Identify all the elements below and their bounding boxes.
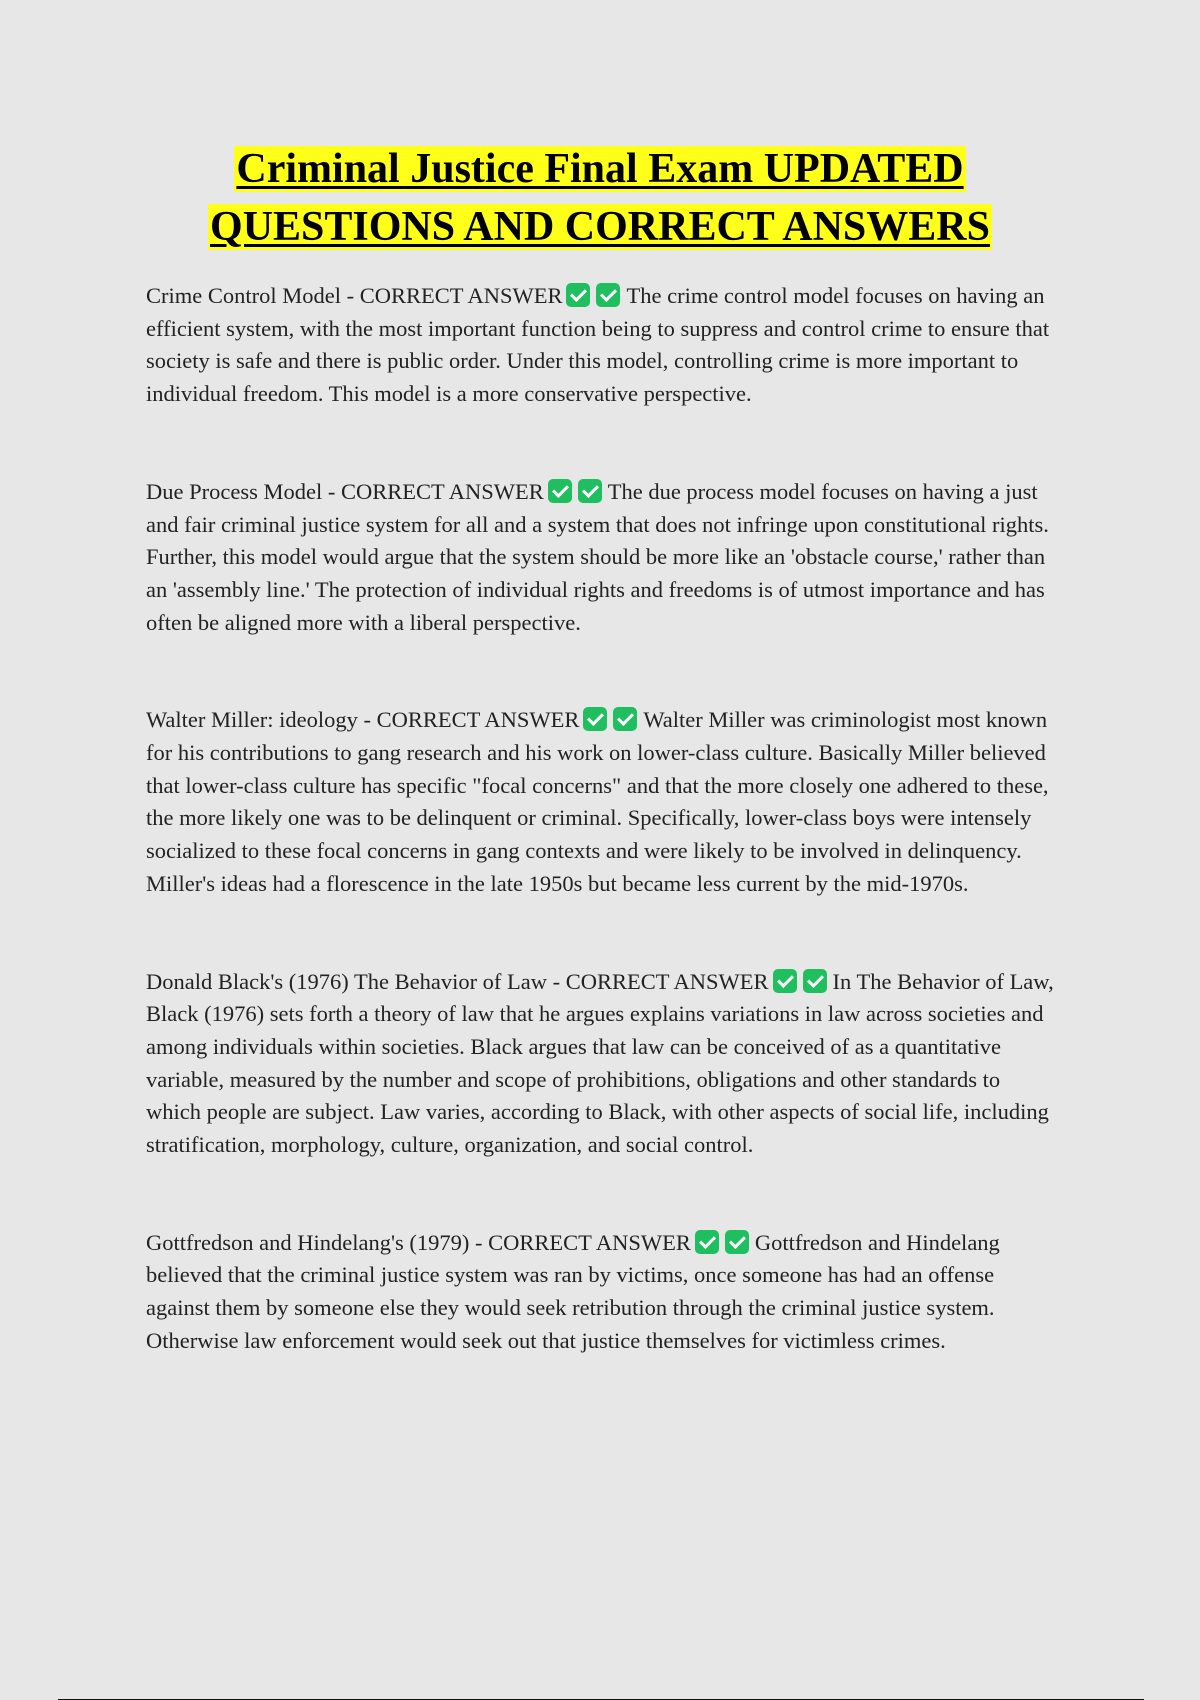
check-mark-box-icon	[596, 283, 620, 307]
qa-entry-donald-black	[146, 966, 1056, 1162]
entry-answer: The due process model focuses on having a just and fair criminal justice system for all and a system that does not infringe upon constitutional rights. Further, this model would argue that the system should be more like an 'obstacle course,' rather than an 'assembly line.' The protection of individual rights and freedoms is of utmost importance and has often be aligned more with a liberal perspective.	[146, 478, 1049, 635]
title-line-2: QUESTIONS AND CORRECT ANSWERS	[210, 204, 990, 250]
entry-term: Due Process Model - CORRECT ANSWER	[146, 478, 544, 504]
qa-entry-walter-miller	[146, 704, 1056, 900]
qa-entry-due-process-model	[146, 476, 1056, 640]
check-mark-box-icon	[613, 707, 637, 731]
page-title	[100, 140, 1100, 256]
title-line-1: Criminal Justice Final Exam UPDATED	[236, 146, 964, 192]
check-mark-box-icon	[583, 707, 607, 731]
check-mark-box-icon	[566, 283, 590, 307]
entry-term: Gottfredson and Hindelang's (1979) - CORRECT ANSWER	[146, 1229, 691, 1255]
entry-term: Crime Control Model - CORRECT ANSWER	[146, 283, 563, 308]
entry-answer: Walter Miller was criminologist most known for his contributions to gang research and his work on lower-class culture. Basically Miller believed that lower-class culture has specific "focal concerns" and that the more closely one adhered to these, the more likely one was to be delinquent or criminal. Specifically, lower-class boys were intensely socialized to these focal concerns in gang contexts and were likely to be involved in delinquency. Miller's ideas had a florescence in the late 1950s but became less current by the mid-1970s.	[146, 707, 1049, 896]
check-mark-box-icon	[695, 1230, 719, 1254]
entry-answer: The crime control model focuses on having an efficient system, with the most important function being to suppress and control crime to ensure that society is safe and there is public order. Under this model, controlling crime is more important to individual freedom. This model is a more conservative perspective.	[146, 283, 1050, 407]
entry-answer: In The Behavior of Law, Black (1976) sets forth a theory of law that he argues explains variations in law across societies and among individuals within societies. Black argues that law can be conceived of as a quantitative variable, measured by the number and scope of prohibitions, obligations and other standards to which people are subject. Law varies, according to Black, with other aspects of social life, including stratification, morphology, culture, organization, and social control.	[146, 968, 1054, 1158]
entry-term: Donald Black's (1976) The Behavior of Law - CORRECT ANSWER	[146, 968, 769, 994]
entry-answer: Gottfredson and Hindelang believed that the criminal justice system was ran by victims, once someone has had an offense against them by someone else they would seek retribution through the criminal justice system. Otherwise law enforcement would seek out that justice themselves for victimless crimes.	[146, 1229, 1000, 1353]
qa-entry-gottfredson-hindelang	[146, 1227, 1056, 1358]
entry-term: Walter Miller: ideology - CORRECT ANSWER	[146, 707, 580, 733]
check-mark-box-icon	[548, 479, 572, 503]
check-mark-box-icon	[773, 969, 797, 993]
check-mark-box-icon	[803, 969, 827, 993]
check-mark-box-icon	[725, 1230, 749, 1254]
question-answer-list	[146, 280, 1056, 1358]
qa-entry-crime-control-model	[146, 280, 1056, 411]
check-mark-box-icon	[578, 479, 602, 503]
